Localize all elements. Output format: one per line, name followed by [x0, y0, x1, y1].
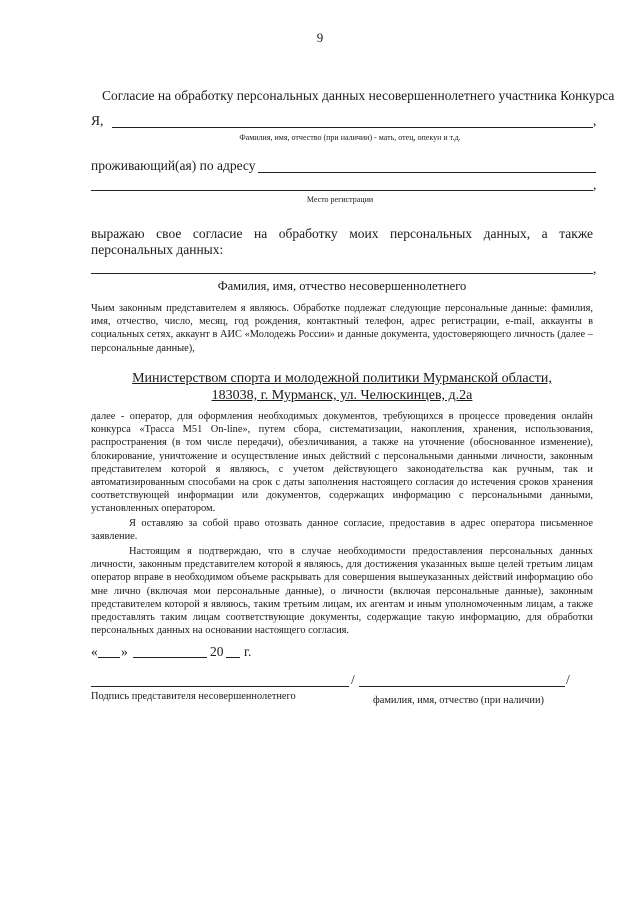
- date-year-field[interactable]: [226, 657, 240, 658]
- date-day-field[interactable]: [98, 657, 120, 658]
- operator-name: Министерством спорта и молодежной политики Мурманской области,: [132, 371, 552, 386]
- date-month-field[interactable]: [133, 657, 207, 658]
- registration-suffix: ,: [593, 177, 597, 192]
- parent-name-caption: Фамилия, имя, отчество (при наличии) - мать, отец, опекун и т.д.: [239, 133, 461, 142]
- minor-name-suffix: ,: [593, 261, 597, 276]
- operator-address: 183038, г. Мурманск, ул. Челюскинцев, д.2а: [211, 388, 473, 403]
- registration-field[interactable]: [91, 190, 593, 191]
- page-number: 9: [316, 30, 324, 45]
- third-party-paragraph: Настоящим я подтверждаю, что в случае необходимости предоставления персональных данных личности, законным представителем которой я являюсь, для достижения указанных выше целей третьим лицам оператор вправе в необходимом объеме раскрывать для совершения вышеуказанных действий информацию обо мне лично (включая мои персональные данные), о личности (включая персональные данные), законным представителем которой я являюсь, таким третьим лицам, их агентам и иным уполномоченным лицам, а также предоставлять таким лицам соответствующие документы, содержащие такую информацию, для обработки персональных данных на основании настоящего согласия.: [91, 546, 593, 637]
- registration-caption: Место регистрации: [306, 195, 374, 204]
- date-open-quote: «: [91, 644, 98, 659]
- date-year-suffix: г.: [244, 644, 252, 659]
- revocation-paragraph: Я оставляю за собой право отозвать данное согласие, предоставив в адрес оператора письменное заявление.: [91, 518, 593, 543]
- date-close-quote: »: [121, 644, 128, 659]
- signature-slash-end: /: [566, 672, 570, 687]
- address-field[interactable]: [258, 172, 596, 173]
- parent-name-field[interactable]: [112, 127, 593, 128]
- processing-paragraph: далее - оператор, для оформления необходимых документов, требующихся в процессе проведения онлайн конкурса «Трасса М51 On-line», путем сбора, систематизации, накопления, хранения, использования, распространения (в том числе передачи), обезличивания, а также на уточнение (обоснованное изменение), блокирование, уничтожение и осуществление иных действий с персональными данными личности, законным представителем которой я являюсь, с учетом действующего законодательства как ручным, так и автоматизированным способами на срок с даты заполнения настоящего согласия до истечения сроков хранения соответствующей информации или документов, содержащих информацию с персональными данными, установленных оператором.: [91, 411, 593, 515]
- parent-name-suffix: ,: [593, 113, 597, 128]
- minor-name-caption: Фамилия, имя, отчество несовершеннолетнего: [217, 279, 467, 293]
- address-label: проживающий(ая) по адресу: [91, 158, 256, 173]
- signature-field[interactable]: [91, 686, 349, 687]
- minor-name-field[interactable]: [91, 273, 593, 274]
- personal-data-paragraph: Чьим законным представителем я являюсь. Обработке подлежат следующие персональные данные: фамилия, имя, отчество, число, месяц, год рождения, контактный телефон, адрес регистрации, e-mail, аккаунты в социальных сетях, аккаунт в АИС «Молодежь России» и данные документа, удостоверяющего личность (далее – персональные данные),: [91, 303, 593, 354]
- document-title: Согласие на обработку персональных данных несовершеннолетнего участника Конкурса: [102, 88, 615, 103]
- signature-slash: /: [351, 672, 355, 687]
- signature-left-caption: Подпись представителя несовершеннолетнего: [91, 691, 296, 702]
- consent-intro: выражаю свое согласие на обработку моих персональных данных, а также персональных данных:: [91, 226, 593, 257]
- signature-right-caption: фамилия, имя, отчество (при наличии): [373, 695, 544, 706]
- signature-fullname-field[interactable]: [359, 686, 565, 687]
- date-year-prefix: 20: [210, 644, 224, 659]
- parent-name-prefix: Я,: [91, 113, 104, 128]
